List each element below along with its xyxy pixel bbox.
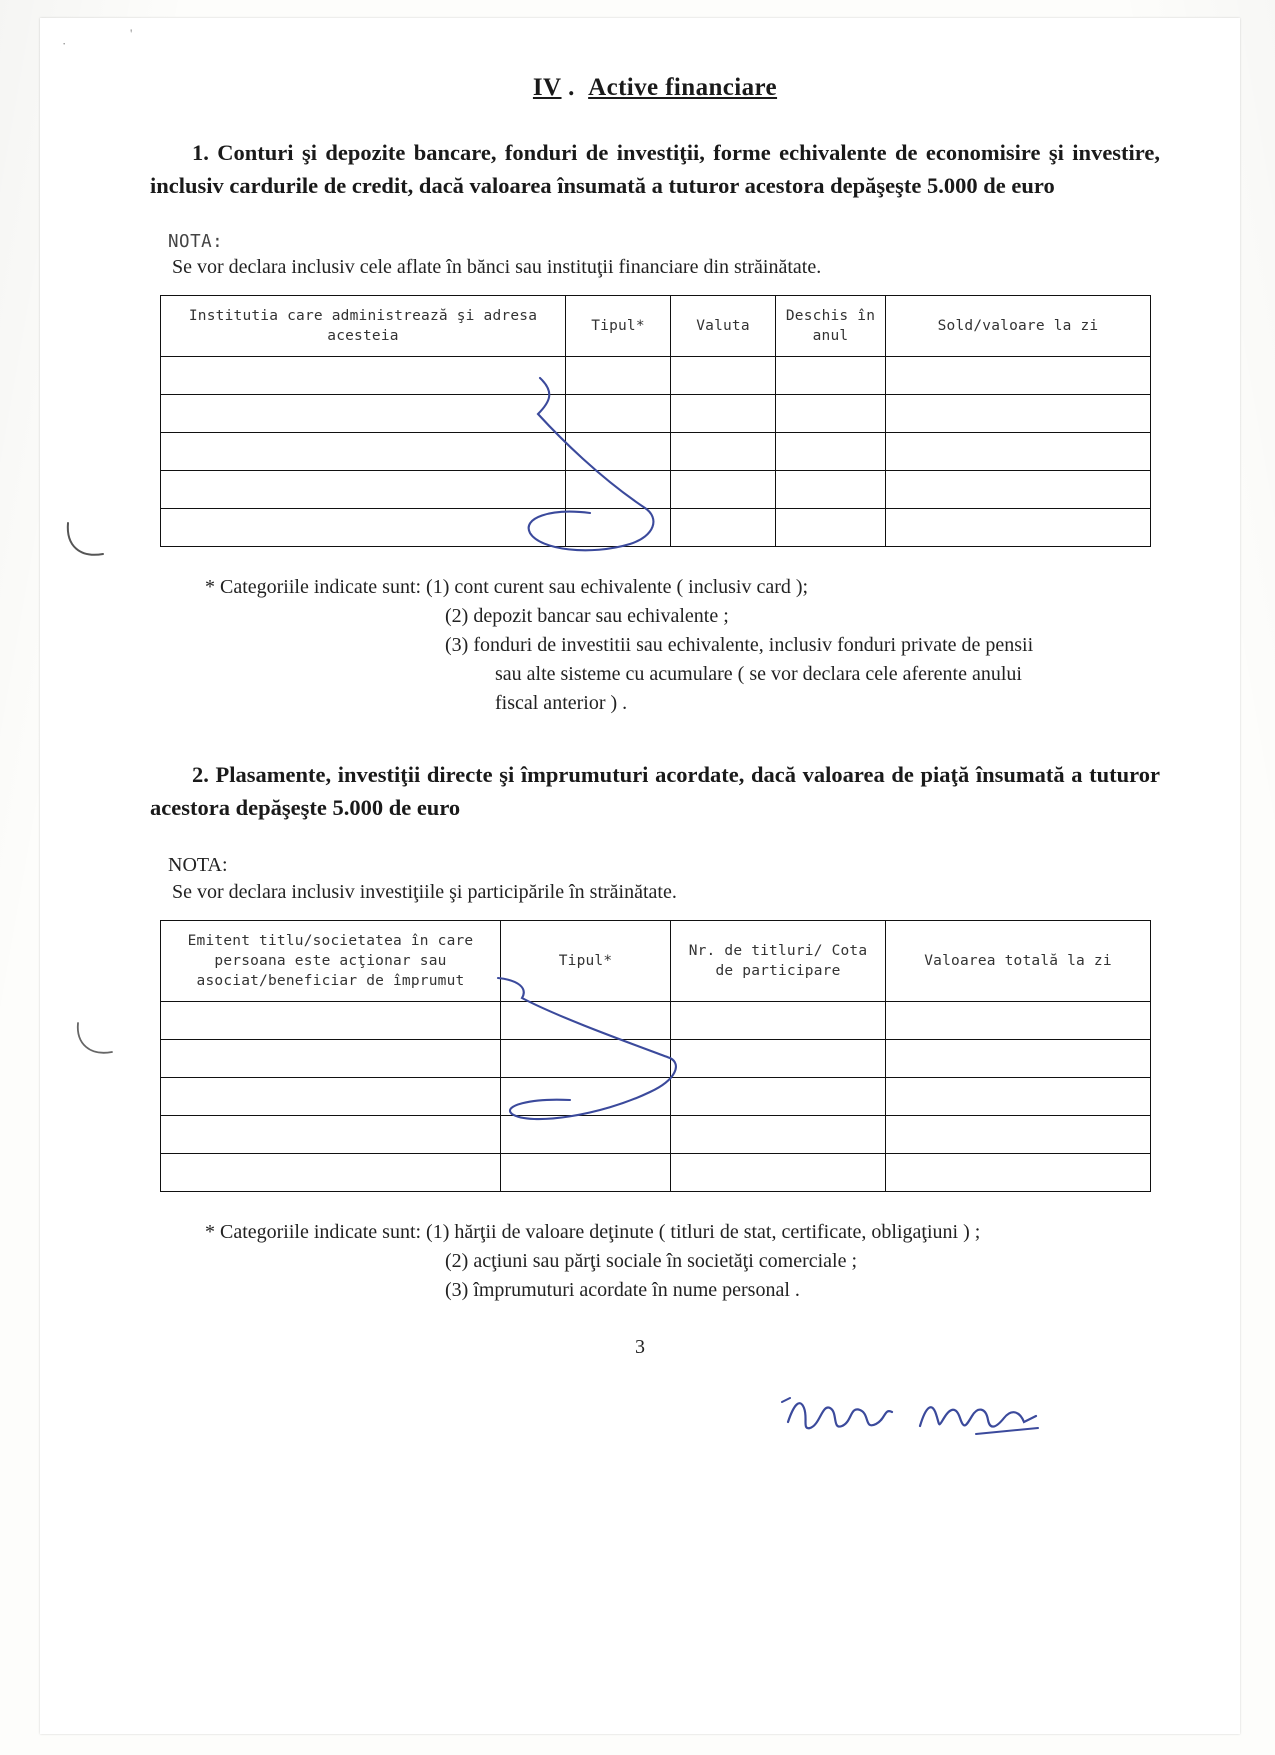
cell-shares[interactable] xyxy=(671,1040,886,1078)
col-total-value: Valoarea totală la zi xyxy=(886,921,1151,1002)
document-content xyxy=(150,58,1160,1305)
table-row xyxy=(161,509,1151,547)
page-title-numeral: IV xyxy=(532,74,562,101)
cell-type[interactable] xyxy=(566,357,671,395)
cell-balance[interactable] xyxy=(886,509,1151,547)
cell-shares[interactable] xyxy=(671,1154,886,1192)
page-title-separator: . xyxy=(561,74,589,101)
table-row xyxy=(161,471,1151,509)
cell-total-value[interactable] xyxy=(886,1154,1151,1192)
cell-type[interactable] xyxy=(501,1078,671,1116)
cell-opened-year[interactable] xyxy=(776,433,886,471)
page-title xyxy=(150,74,1160,102)
section-2-nota-text: Se vor declara inclusiv investiţiile şi participările în străinătate. xyxy=(172,881,677,903)
col-currency: Valuta xyxy=(671,296,776,357)
category-item: sau alte sisteme cu acumulare ( se vor declara cele aferente anului xyxy=(495,663,1022,685)
section-1-categories xyxy=(150,573,1160,718)
document-sheet xyxy=(40,18,1240,1734)
cell-type[interactable] xyxy=(501,1116,671,1154)
margin-pen-mark-lower xyxy=(70,1018,130,1068)
category-item: (3) fonduri de investitii sau echivalente, inclusiv fonduri private de pensii xyxy=(445,634,1034,656)
table-row xyxy=(161,1040,1151,1078)
table-row xyxy=(161,433,1151,471)
col-opened-year: Deschis în anul xyxy=(776,296,886,357)
table-row xyxy=(161,1002,1151,1040)
cell-issuer[interactable] xyxy=(161,1002,501,1040)
col-institution: Institutia care administrează şi adresa acesteia xyxy=(161,296,566,357)
section-1-nota-text: Se vor declara inclusiv cele aflate în bănci sau instituţii financiare din străinătate. xyxy=(172,256,822,278)
section-2-nota-label: NOTA: xyxy=(168,854,228,876)
table-row xyxy=(161,1116,1151,1154)
cell-issuer[interactable] xyxy=(161,1078,501,1116)
table-row xyxy=(161,1078,1151,1116)
col-shares: Nr. de titluri/ Cota de participare xyxy=(671,921,886,1002)
scan-artifact-dot: · xyxy=(62,36,67,51)
cell-currency[interactable] xyxy=(671,509,776,547)
margin-pen-mark-upper xyxy=(58,518,118,568)
cell-total-value[interactable] xyxy=(886,1078,1151,1116)
page-number: 3 xyxy=(635,1336,645,1358)
cell-type[interactable] xyxy=(566,509,671,547)
cell-shares[interactable] xyxy=(671,1116,886,1154)
cell-institution[interactable] xyxy=(161,357,566,395)
investments-table xyxy=(160,920,1151,1192)
cell-shares[interactable] xyxy=(671,1078,886,1116)
cell-total-value[interactable] xyxy=(886,1002,1151,1040)
cell-shares[interactable] xyxy=(671,1002,886,1040)
table-header-row xyxy=(161,296,1151,357)
section-2-heading-text: 2. Plasamente, investiţii directe şi împrumuturi acordate, dacă valoarea de piaţă însumată a tuturor acestora depăşeşte 5.000 de euro xyxy=(150,762,1160,820)
cell-type[interactable] xyxy=(566,395,671,433)
cell-type[interactable] xyxy=(501,1154,671,1192)
category-item: (3) împrumuturi acordate în nume personal . xyxy=(445,1279,800,1301)
cell-total-value[interactable] xyxy=(886,1040,1151,1078)
cell-currency[interactable] xyxy=(671,433,776,471)
cell-balance[interactable] xyxy=(886,471,1151,509)
cell-balance[interactable] xyxy=(886,395,1151,433)
scan-artifact-tick: ' xyxy=(130,26,133,41)
col-balance: Sold/valoare la zi xyxy=(886,296,1151,357)
table-row xyxy=(161,1154,1151,1192)
page-title-text: Active financiare xyxy=(588,74,778,101)
cell-currency[interactable] xyxy=(671,395,776,433)
cell-opened-year[interactable] xyxy=(776,357,886,395)
cell-balance[interactable] xyxy=(886,433,1151,471)
cell-balance[interactable] xyxy=(886,357,1151,395)
cell-currency[interactable] xyxy=(671,357,776,395)
section-2-heading xyxy=(150,758,1160,824)
cell-institution[interactable] xyxy=(161,471,566,509)
cell-opened-year[interactable] xyxy=(776,471,886,509)
category-item: (2) acţiuni sau părţi sociale în societăţi comerciale ; xyxy=(445,1250,858,1272)
table-row xyxy=(161,395,1151,433)
col-type: Tipul* xyxy=(566,296,671,357)
cell-issuer[interactable] xyxy=(161,1116,501,1154)
category-item: fiscal anterior ) . xyxy=(495,692,628,714)
section-1-heading-text: 1. Conturi şi depozite bancare, fonduri de investiţii, forme echivalente de economisire şi investire, inclusiv cardurile de credit, dacă valoarea însumată a tuturor acestora depăşeşte 5.000 de euro xyxy=(150,140,1160,198)
cell-total-value[interactable] xyxy=(886,1116,1151,1154)
cell-issuer[interactable] xyxy=(161,1040,501,1078)
cell-type[interactable] xyxy=(566,433,671,471)
category-intro: * Categoriile indicate sunt: (1) cont curent sau echivalente ( inclusiv card ); xyxy=(205,576,809,598)
section-2-categories xyxy=(150,1218,1160,1305)
cell-institution[interactable] xyxy=(161,433,566,471)
cell-opened-year[interactable] xyxy=(776,509,886,547)
cell-issuer[interactable] xyxy=(161,1154,501,1192)
cell-type[interactable] xyxy=(501,1040,671,1078)
col-type: Tipul* xyxy=(501,921,671,1002)
cell-type[interactable] xyxy=(501,1002,671,1040)
cell-currency[interactable] xyxy=(671,471,776,509)
cell-institution[interactable] xyxy=(161,395,566,433)
cell-institution[interactable] xyxy=(161,509,566,547)
table-row xyxy=(161,357,1151,395)
signature xyxy=(780,1378,1080,1448)
section-1-nota-label: NOTA: xyxy=(168,232,224,252)
table-header-row xyxy=(161,921,1151,1002)
category-item: (2) depozit bancar sau echivalente ; xyxy=(445,605,729,627)
bank-accounts-table xyxy=(160,295,1151,547)
category-intro: * Categoriile indicate sunt: (1) hărţii de valoare deţinute ( titluri de stat, certificate, obligaţiuni ) ; xyxy=(205,1221,981,1243)
cell-type[interactable] xyxy=(566,471,671,509)
section-1-heading xyxy=(150,136,1160,202)
col-issuer: Emitent titlu/societatea în care persoana este acţionar sau asociat/beneficiar de împrumut xyxy=(161,921,501,1002)
cell-opened-year[interactable] xyxy=(776,395,886,433)
